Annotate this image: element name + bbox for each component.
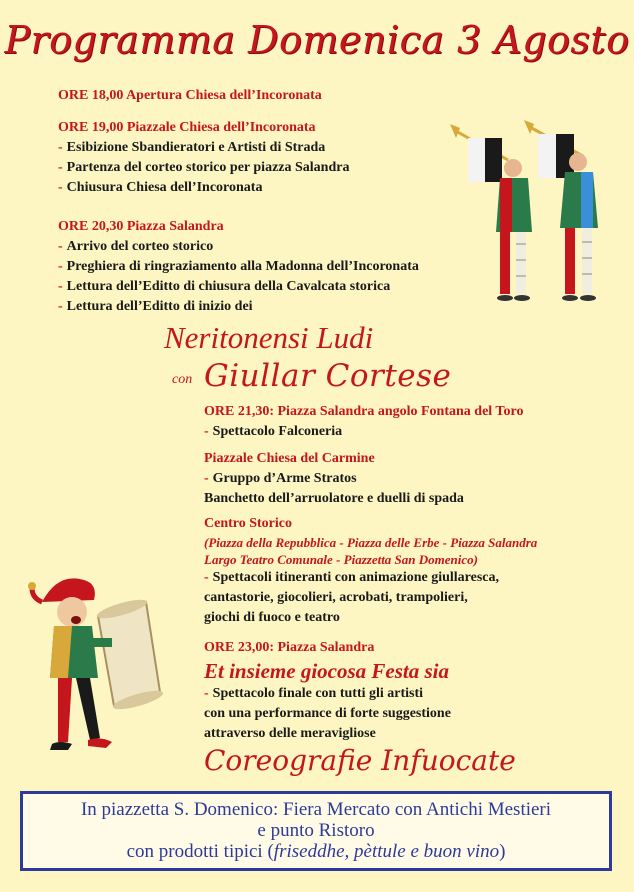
list-item-text: con una performance di forte suggestione (204, 706, 451, 721)
section-1900 (58, 118, 349, 198)
locations-text: (Piazza della Repubblica - Piazza delle Erbe - Piazza Salandra (204, 535, 538, 550)
festa-title: Et insieme giocosa Festa sia (204, 659, 450, 683)
list-item: - Spettacolo finale con tutti gli artisti (204, 686, 424, 701)
list-item: - Spettacoli itineranti con animazione giullaresca, (204, 570, 500, 585)
section-2130 (204, 402, 523, 442)
list-item-text: giochi di fuoco e teatro (204, 610, 340, 625)
page-title: Programma Domenica 3 Agosto (4, 18, 630, 62)
list-item: - Arrivo del corteo storico (58, 239, 214, 254)
list-item: - Esibizione Sbandieratori e Artisti di Strada (58, 140, 326, 155)
dash-bullet-icon: - (204, 424, 209, 439)
list-item: - Partenza del corteo storico per piazza Salandra (58, 160, 350, 175)
neritonensi-ludi-title: Neritonensi Ludi (164, 320, 374, 355)
section-header: ORE 18,00 Apertura Chiesa dell’Incoronata (58, 88, 322, 103)
footer-line: In piazzetta S. Domenico: Fiera Mercato con Antichi Mestieri (80, 799, 552, 820)
footer-line: con prodotti tipici (friseddhe, pèttule e buon vino) (126, 841, 506, 862)
section-header: ORE 23,00: Piazza Salandra (204, 640, 375, 655)
dash-bullet-icon: - (58, 180, 63, 195)
jester-figure-icon (28, 572, 178, 762)
con-label: con (172, 372, 193, 387)
giullar-cortese-title: Giullar Cortese (204, 358, 452, 394)
section-2300 (204, 638, 374, 658)
list-item: - Lettura dell’Editto di chiusura della Cavalcata storica (58, 279, 391, 294)
dash-bullet-icon: - (204, 686, 209, 701)
section-1800 (58, 86, 322, 106)
section-header: ORE 19,00 Piazzale Chiesa dell’Incoronata (58, 120, 316, 135)
section-header: Centro Storico (204, 516, 292, 531)
locations-text: Largo Teatro Comunale - Piazzetta San Domenico) (204, 552, 478, 567)
dash-bullet-icon: - (58, 140, 63, 155)
list-item-text: attraverso delle meravigliose (204, 726, 376, 741)
list-item: - Gruppo d’Arme Stratos (204, 471, 357, 486)
list-item-text: cantastorie, giocolieri, acrobati, trampolieri, (204, 590, 468, 605)
footer-box (20, 791, 612, 871)
dash-bullet-icon: - (58, 279, 63, 294)
section-centro-storico (204, 514, 537, 628)
section-header: ORE 21,30: Piazza Salandra angolo Fontana del Toro (204, 404, 524, 419)
dash-bullet-icon: - (204, 570, 209, 585)
footer-line: e punto Ristoro (257, 820, 375, 841)
list-item: - Spettacolo Falconeria (204, 424, 343, 439)
list-item: - Preghiera di ringraziamento alla Madonna dell’Incoronata (58, 259, 419, 274)
section-carmine (204, 449, 464, 509)
section-2300-details (204, 684, 451, 744)
dash-bullet-icon: - (58, 160, 63, 175)
list-item: - Lettura dell’Editto di inizio dei (58, 299, 253, 314)
trumpeter-figures-icon (448, 120, 618, 320)
dash-bullet-icon: - (58, 239, 63, 254)
dash-bullet-icon: - (204, 471, 209, 486)
dash-bullet-icon: - (58, 259, 63, 274)
list-item: - Chiusura Chiesa dell’Incoronata (58, 180, 263, 195)
dash-bullet-icon: - (58, 299, 63, 314)
section-header: Piazzale Chiesa del Carmine (204, 451, 375, 466)
list-item-text: Banchetto dell’arruolatore e duelli di spada (204, 491, 464, 506)
section-header: ORE 20,30 Piazza Salandra (58, 219, 224, 234)
section-2030 (58, 217, 419, 317)
coreografie-title: Coreografie Infuocate (204, 744, 516, 777)
